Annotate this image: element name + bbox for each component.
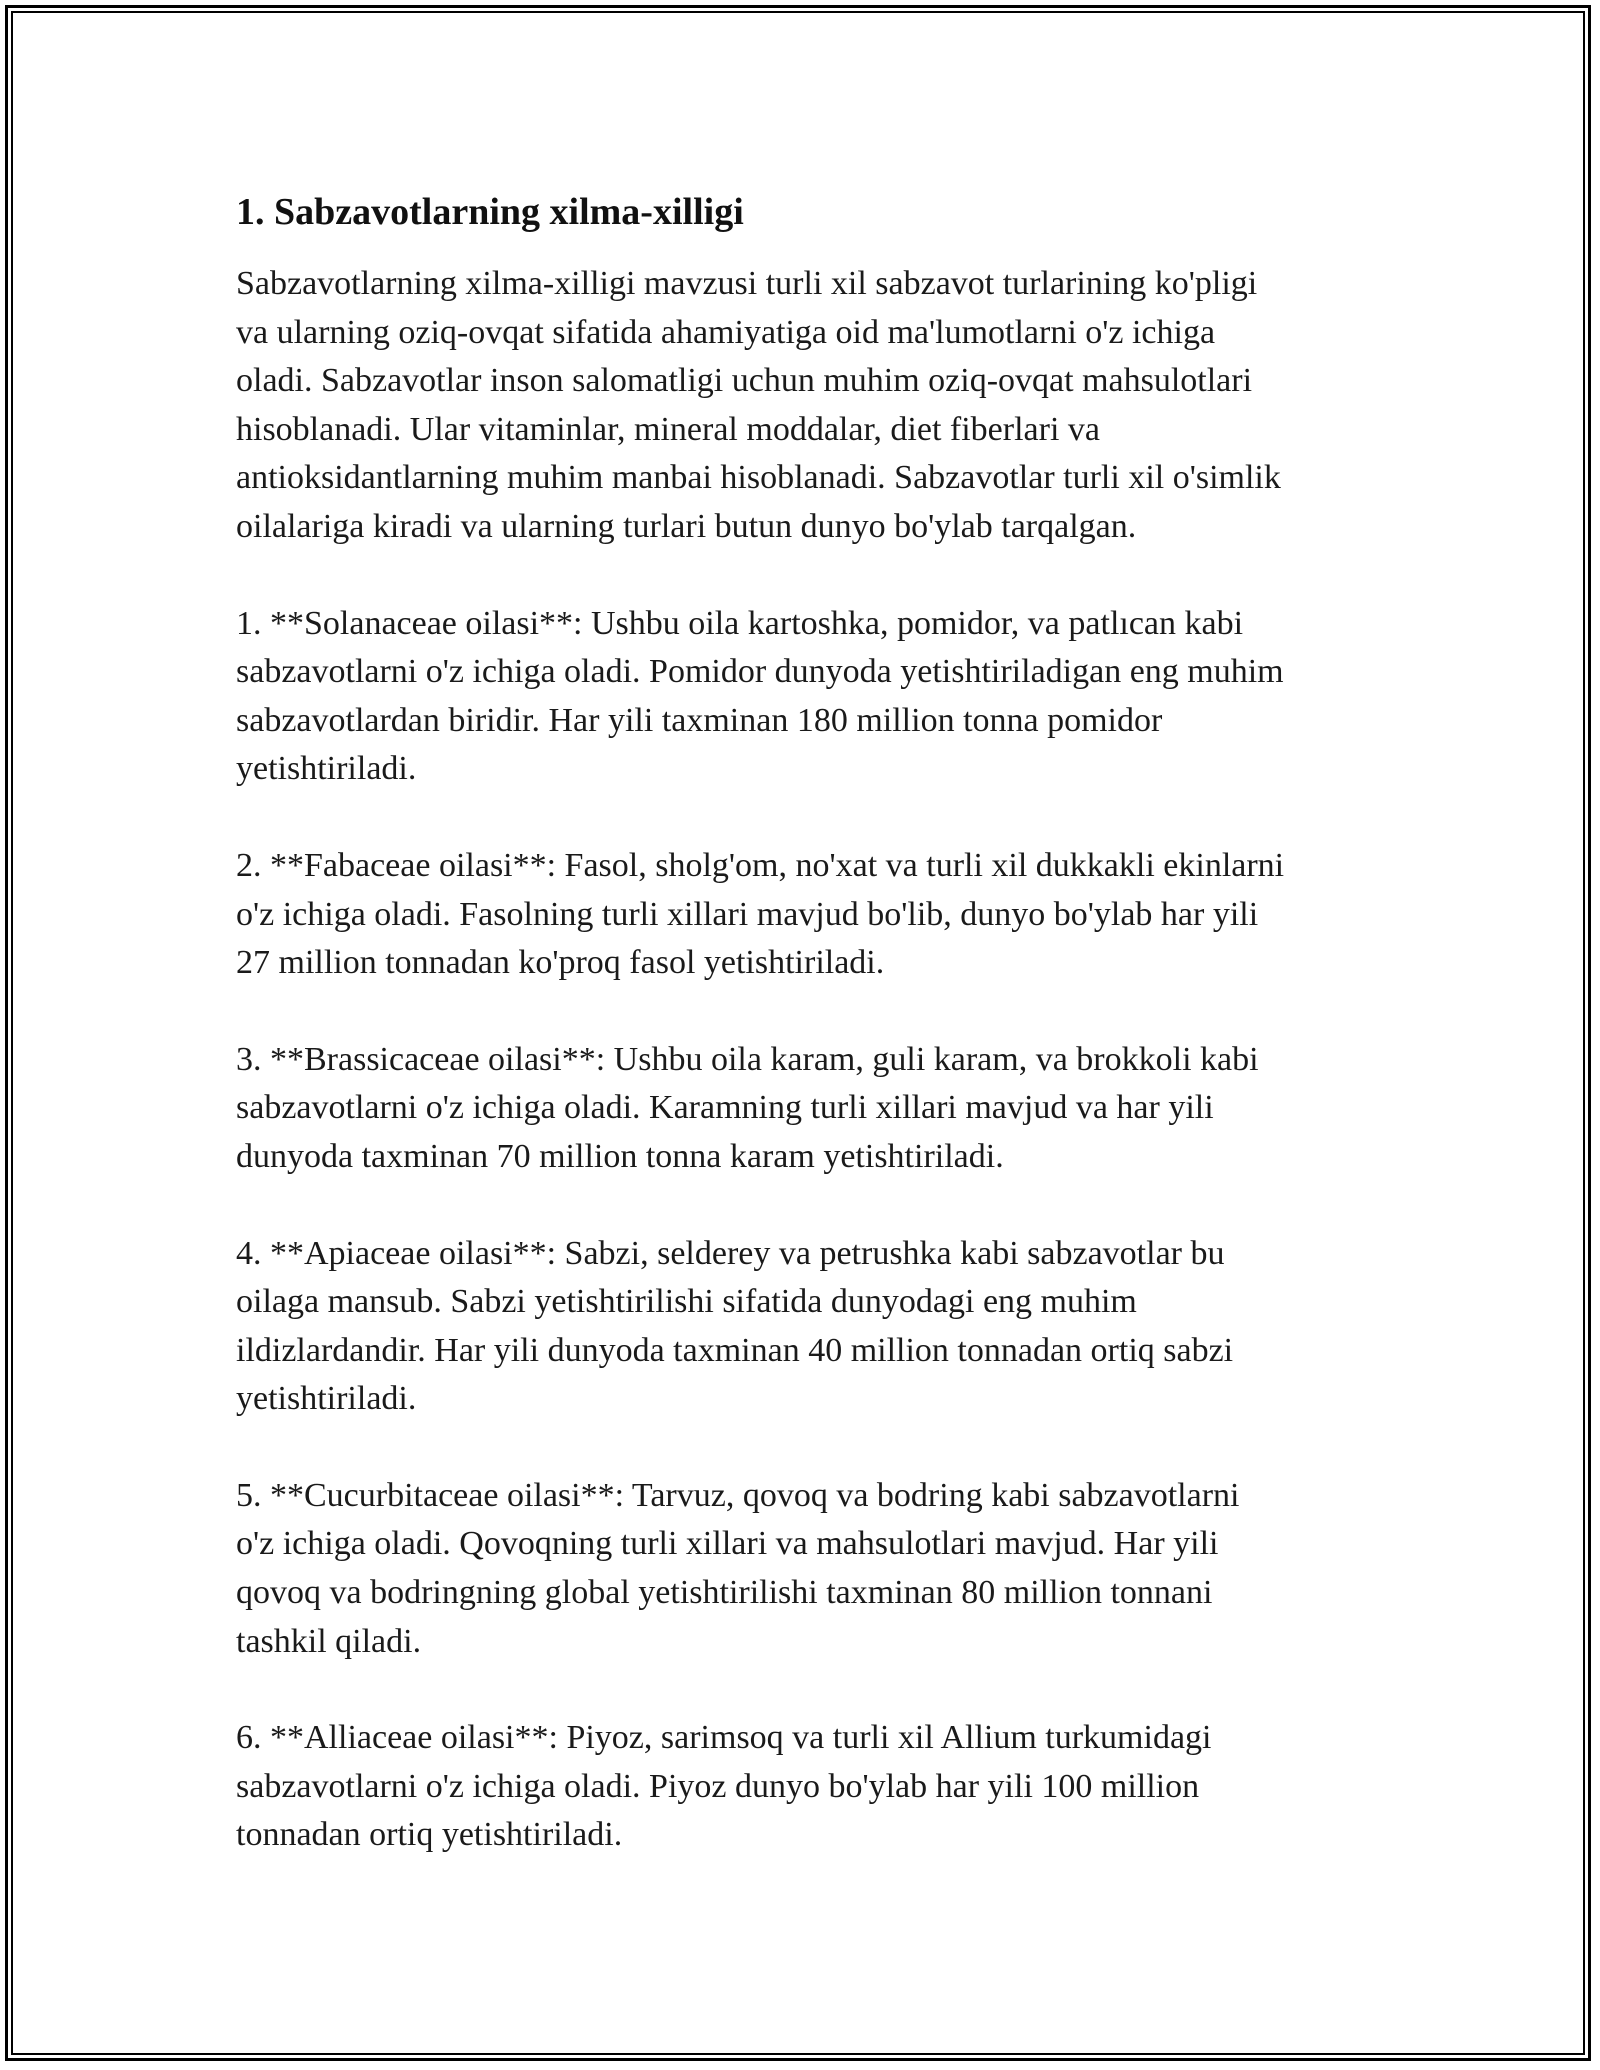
section-heading: 1. Sabzavotlarning xilma-xilligi — [236, 191, 744, 233]
list-item-brassicaceae: 3. **Brassicaceae oilasi**: Ushbu oila karam, guli karam, va brokkoli kabi sabzavotlarni o'z ichiga oladi. Karamning turli xillari mavjud va har yili dunyoda taxminan 70 million tonna karam yetishtiriladi. — [236, 1040, 1259, 1175]
list-item-solanaceae: 1. **Solanaceae oilasi**: Ushbu oila kartoshka, pomidor, va patlıcan kabi sabzavotlarni o'z ichiga oladi. Pomidor dunyoda yetishtiriladigan eng muhim sabzavotlardan biridir. Har yili taxminan 180 million tonna pomidor yetishtiriladi. — [236, 604, 1284, 788]
list-item-alliaceae: 6. **Alliaceae oilasi**: Piyoz, sarimsoq va turli xil Allium turkumidagi sabzavotlarni o'z ichiga oladi. Piyoz dunyo bo'ylab har yili 100 million tonnadan ortiq yetishtiriladi. — [236, 1719, 1212, 1854]
list-item-cucurbitaceae: 5. **Cucurbitaceae oilasi**: Tarvuz, qovoq va bodring kabi sabzavotlarni o'z ichiga oladi. Qovoqning turli xillari va mahsulotlari mavjud. Har yili qovoq va bodringning global yetishtirilishi taxminan 80 million tonnani tashkil qiladi. — [236, 1476, 1240, 1660]
document-body — [236, 186, 1386, 1908]
list-item-fabaceae: 2. **Fabaceae oilasi**: Fasol, sholg'om, no'xat va turli xil dukkakli ekinlarni o'z ichiga oladi. Fasolning turli xillari mavjud bo'lib, dunyo bo'ylab har yili 27 million tonnadan ko'proq fasol yetishtiriladi. — [236, 846, 1285, 982]
intro-paragraph: Sabzavotlarning xilma-xilligi mavzusi turli xil sabzavot turlarining ko'pligi va ularning oziq-ovqat sifatida ahamiyatiga oid ma'lumotlarni o'z ichiga oladi. Sabzavotlar inson salomatligi uchun muhim oziq-ovqat mahsulotlari hisoblanadi. Ular vitaminlar, mineral moddalar, diet fiberlari va antioksidantlarning muhim manbai hisoblanadi. Sabzavotlar turli xil o'simlik oilalariga kiradi va ularning turlari butun dunyo bo'ylab tarqalgan. — [236, 265, 1281, 545]
list-item-apiaceae: 4. **Apiaceae oilasi**: Sabzi, selderey va petrushka kabi sabzavotlar bu oilaga mansub. Sabzi yetishtirilishi sifatida dunyodagi eng muhim ildizlardandir. Har yili dunyoda taxminan 40 million tonnadan ortiq sabzi yetishtiriladi. — [236, 1234, 1234, 1418]
